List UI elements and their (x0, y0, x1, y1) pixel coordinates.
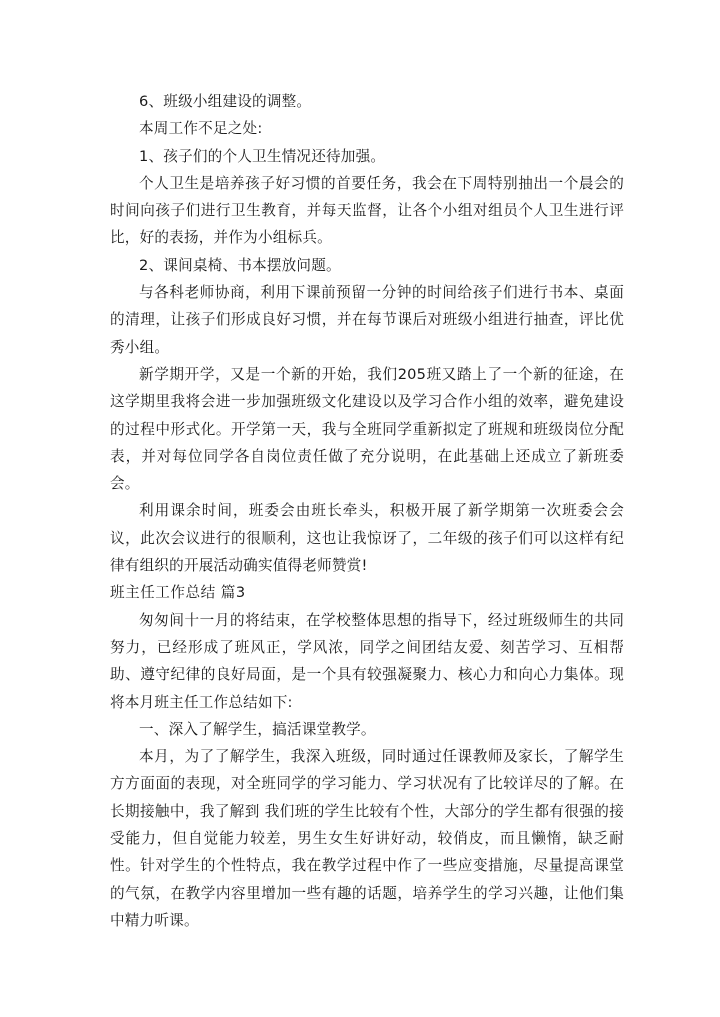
paragraph-item-6: 6、班级小组建设的调整。 (139, 93, 312, 110)
paragraph-november-summary: 匆匆间十一月的将结束，在学校整体思想的指导下，经过班级师生的共同努力，已经形成了班风正，学风浓，同学之间团结友爱、刻苦学习、互相帮助、遵守纪律的良好局面，是一个具有较强凝聚力、核心力和向心力集体。现将本月班主任工作总结如下: (110, 611, 624, 711)
paragraph-class-committee: 利用课余时间，班委会由班长牵头，积极开展了新学期第一次班委会会议，此次会议进行的很顺利，这也让我惊讶了，二年级的孩子们可以这样有纪律有组织的开展活动确实值得老师赞赏! (110, 502, 624, 575)
paragraph-desks: 与各科老师协商，利用下课前预留一分钟的时间给孩子们进行书本、桌面的清理，让孩子们形成良好习惯，并在每节课后对班级小组进行抽查，评比优秀小组。 (110, 284, 624, 356)
paragraph-understand-students: 一、深入了解学生，搞活课堂教学。 (139, 720, 376, 738)
paragraph-this-month: 本月，为了了解学生，我深入班级，同时通过任课教师及家长，了解学生方方面面的表现，对全班同学的学习能力、学习状况有了比较详尽的了解。在长期接触中，我了解到 我们班的学生比较有个性，大部分的学生都有很强的接受能力，但自觉能力较差，男生女生好讲好动，较俏皮，而且懒惰，缺乏耐性。针对学生的个性特点，我在教学过程中作了一些应变措施，尽量提高课堂的气氛，在教学内容里增加一些有趣的话题，培养学生的学习兴趣，让他们集中精力听课。 (110, 748, 624, 929)
paragraph-shortcomings-heading: 本周工作不足之处: (139, 120, 263, 138)
paragraph-hygiene: 个人卫生是培养孩子好习惯的首要任务，我会在下周特别抽出一个晨会的时间向孩子们进行卫生教育，并每天监督，让各个小组对组员个人卫生进行评比，好的表扬，并作为小组标兵。 (110, 174, 624, 247)
section-title: 班主任工作总结 篇3 (110, 584, 246, 602)
paragraph-item-2: 2、课间桌椅、书本摆放问题。 (139, 256, 341, 274)
paragraph-item-1: 1、孩子们的个人卫生情况还待加强。 (139, 147, 386, 165)
document-body (110, 88, 624, 934)
paragraph-new-semester: 新学期开学，又是一个新的开始，我们205班又踏上了一个新的征途，在这学期里我将会进一步加强班级文化建设以及学习合作小组的效率，避免建设的过程中形式化。开学第一天，我与全班同学重新拟定了班规和班级岗位分配表，并对每位同学各自岗位责任做了充分说明，在此基础上还成立了新班委会。 (110, 365, 624, 493)
